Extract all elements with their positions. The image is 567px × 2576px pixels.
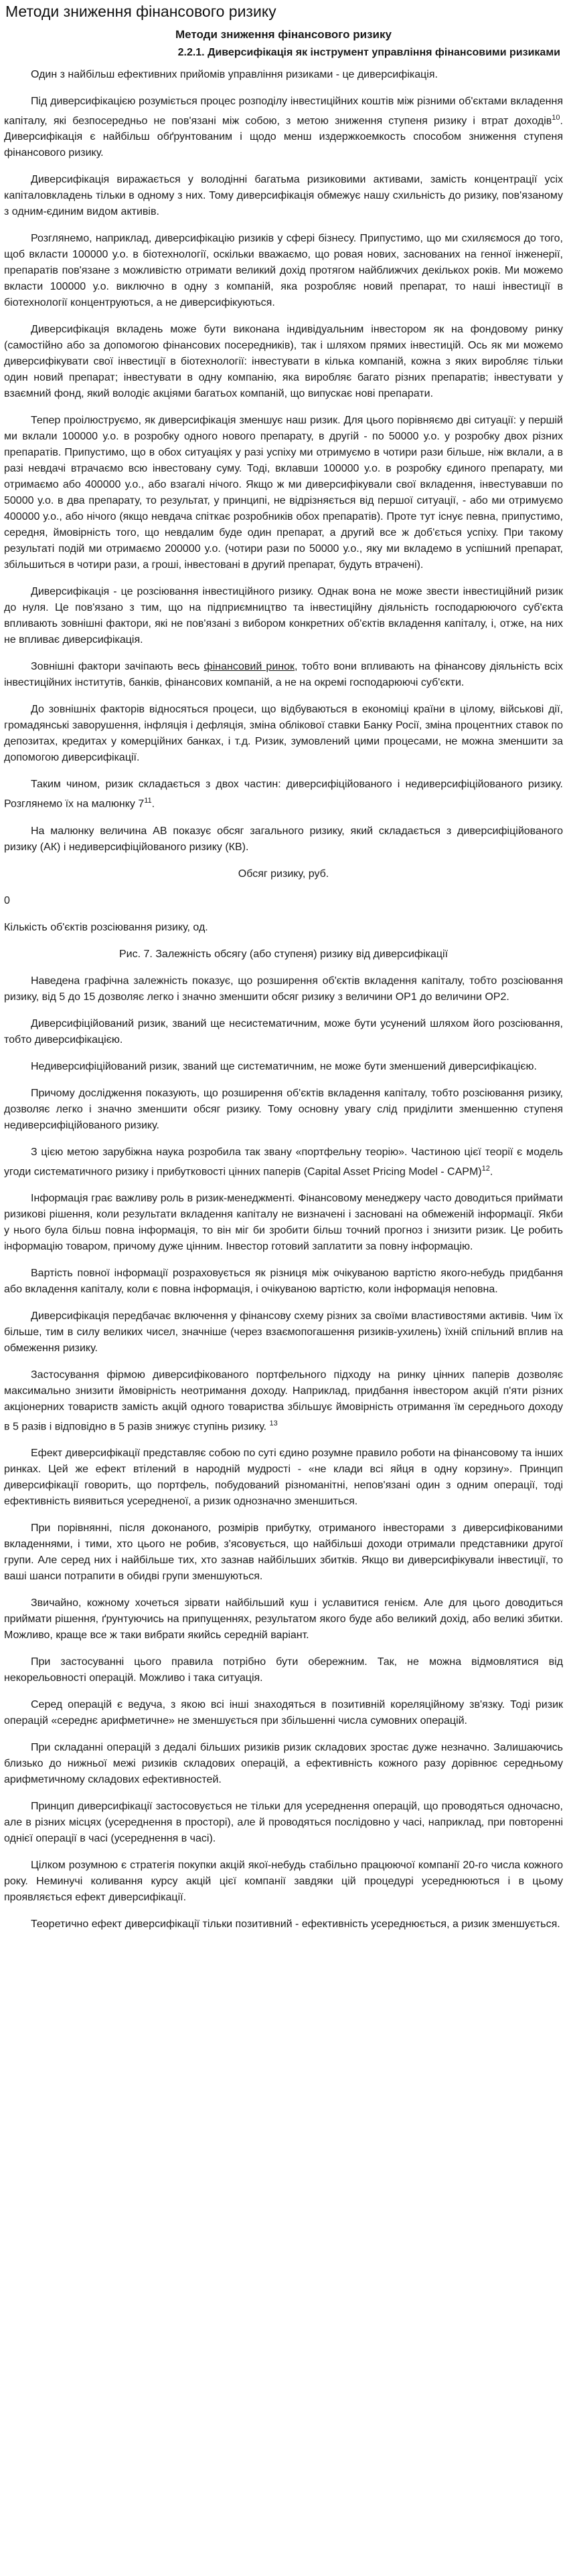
paragraph-8-post: , тобто вони впливають на фінансову діяльність всіх інвестиційних інститутів, банків, фінансових компаній, а не на окремі господарюючі суб'єкти. bbox=[4, 661, 563, 689]
paragraph-22: При порівнянні, після доконаного, розмірів прибутку, отриманого інвесторами з диверсифікованими вкладеннями, і тими, хто цього не робив, з'ясовується, що найбільші доходи отримали представники другої групи. Але серед них і найбільше тих, хто зазнав найбільших збитків. Якщо ви диверсифікували інвестиції, то ваші шанси потрапити в обидві групи зменшуються. bbox=[4, 1522, 563, 1583]
paragraph-21: Ефект диверсифікації представляє собою по суті єдино розумне правило роботи на фінансовому та інших ринках. Цей же ефект втілений в народній мудрості - «не клади всі яйця в одну корзину». Принцип диверсифікації говорить, що портфель, побудований різноманітні, непов'язані один з одним операції, тоді ефективність виявиться усередненої, а ризик однозначно зменшиться. bbox=[4, 1448, 563, 1508]
figure-caption: Рис. 7. Залежність обсягу (або ступеня) ризику від диверсифікації bbox=[118, 948, 449, 960]
paragraph-13: Диверсифіційований ризик, званий ще несистематичним, може бути усунений шляхом його розсіювання, тобто диверсифікацією. bbox=[4, 1017, 563, 1046]
paragraph-12: Наведена графічна залежність показує, що розширення об'єктів вкладення капіталу, тобто розсіювання ризику, від 5 до 15 дозволяє легко і значно зменшити обсяг ризику з величини ОР1 до величини ОР2. bbox=[4, 975, 563, 1003]
paragraph-18: Вартість повної інформації розраховується як різниця між очікуваною вартістю якого-небудь придбання або вкладення капіталу, коли є повна інформація, і очікуваною вартістю, коли інформація неповна. bbox=[4, 1267, 563, 1295]
paragraph-2-tail: . Диверсифікація є найбільш обґрунтованим і щодо менш издержкоемкость способом зниження ступеня фінансового ризику. bbox=[4, 115, 563, 159]
paragraph-9: До зовнішніх факторів відносяться процеси, що відбуваються в економіці країни в цілому, військові дії, громадянські заворушення, інфляція і дефляція, зміна облікової ставки Банку Росії, зміна процентних ставок по депозитах, кредитах у комерційних банках, і т.д. Ризик, зумовлений цими процесами, не можна зменшити за допомогою диверсифікації. bbox=[4, 704, 563, 764]
paragraph-29: Теоретично ефект диверсифікації тільки позитивний - ефективність усереднюється, а ризик зменшується. bbox=[31, 1918, 560, 1930]
section-title: 2.2.1. Диверсифікація як інструмент управління фінансовими ризиками bbox=[177, 47, 560, 58]
paragraph-11: На малюнку величина АВ показує обсяг загального ризику, який складається з диверсифіційованого ризику (АК) і недиверсифіційованого ризику (КВ). bbox=[4, 825, 563, 853]
paragraph-6: Тепер проілюструємо, як диверсифікація зменшує наш ризик. Для цього порівняємо дві ситуації: у першій ми вклали 100000 у.о. в розробку одного нового препарату, в другій - по 50000 у.о. у розробку двох різних препаратів. Припустимо, що в обох ситуаціях у разі успіху ми отримуємо в чотири рази більше, ніж вклали, а в разі невдачі втрачаємо всю інвестовану суму. Тоді, вклавши 100000 у.о. в розробку єдиного препарату, ми отримаємо або 400000 у.о., або взагалі нічого. Якщо ж ми диверсифікували свої вкладення, інвестувавши по 50000 у.о. в два препарату, то результат, у принципі, не відрізняється від першої ситуації, - або ми отримуємо 400000 у.о., або нічого (якщо невдача спіткає розробників обох препаратів). Проте тут існує певна, припустимо, середня, ймовірність того, що невдалим буде один препарат, а другий все ж доб'ється успіху. При такому результаті подій ми отримаємо 200000 у.о. (чотири рази по 50000 у.о., яку ми вкладемо в успішний препарат, збільшиться в чотири рази, а гроші, інвестовані в другий препарат, будуть втрачені). bbox=[4, 415, 563, 571]
page-heading: Методи зниження фінансового ризику bbox=[5, 3, 276, 20]
paragraph-24: При застосуванні цього правила потрібно бути обережним. Так, не можна відмовлятися від некорельовності операцій. Можливо і така ситуація. bbox=[4, 1656, 563, 1684]
paragraph-1: Один з найбільш ефективних прийомів управління ризиками - це диверсифікація. bbox=[31, 69, 438, 80]
footnote-ref-13[interactable]: 13 bbox=[269, 1419, 278, 1427]
paragraph-5: Диверсифікація вкладень може бути виконана індивідуальним інвестором як на фондовому ринку (самостійно або за допомогою фінансових посередників), так і шляхом прямих інвестицій. Ось як ми можемо диверсифікувати свої інвестиції в біотехнології: інвестувати в кілька компаній, кожна з яких виробляє тільки один новий препарат; інвестувати в одну компанію, яка виробляє багато різних препаратів; інвестувати у взаємний фонд, який володіє акціями багатьох компаній, що випускає нові препарати. bbox=[4, 324, 563, 400]
financial-market-link[interactable]: фінансовий ринок bbox=[204, 661, 295, 673]
paragraph-14: Недиверсифіційований ризик, званий ще систематичним, не може бути зменшений диверсифікацією. bbox=[31, 1060, 537, 1072]
paragraph-26: При складанні операцій з дедалі більших ризиків ризик складових зростає дуже незначно. Залишаючись близько до нижньої межі ризиків складових операцій, а ефективність кожного разу дорівнює середньому арифметичному складових ефективностей. bbox=[4, 1742, 563, 1786]
paragraph-2-text: Під диверсифікацією розуміється процес розподілу інвестиційних коштів між різними об'єктами вкладення капіталу, які безпосередньо не пов'язані між собою, з метою зниження ступеня ризику і втрат доходів bbox=[4, 96, 563, 127]
paragraph-10-text: Таким чином, ризик складається з двох частин: диверсифіційованого і недиверсифіційованого ризику. Розглянемо їх на малюнку 7 bbox=[4, 779, 563, 810]
paragraph-2 bbox=[4, 94, 563, 161]
figure-xlabel: Кількість об'єктів розсіювання ризику, од. bbox=[4, 921, 208, 933]
paragraph-25: Серед операцій є ведуча, з якою всі інші знаходяться в позитивній кореляційному зв'язку. Тоді ризик операцій «середнє арифметичне» не зменшується при збільшенні числа сумовних операцій. bbox=[4, 1699, 563, 1727]
figure-ylabel: Обсяг ризику, руб. bbox=[238, 868, 329, 880]
paragraph-17: Інформація грає важливу роль в ризик-менеджменті. Фінансовому менеджеру часто доводиться приймати ризикові рішення, коли результати вкладення капіталу не визначені і засновані на обмеженій інформації. Якби у нього була більш повна інформація, то він міг би зробити більш точний прогноз і знизити ризик. Це робить інформацію товаром, причому дуже цінним. Інвестор готовий заплатити за повну інформацію. bbox=[4, 1192, 563, 1252]
paragraph-3: Диверсифікація виражається у володінні багатьма ризиковими активами, замість концентрації усіх капіталовкладень тільки в одному з них. Тому диверсифікація обмежує нашу схильність до ризику, пов'язаному з одним-єдиним видом активів. bbox=[4, 174, 563, 218]
footnote-ref-12[interactable]: 12 bbox=[481, 1164, 490, 1173]
paragraph-20 bbox=[4, 1367, 563, 1435]
paragraph-8 bbox=[4, 659, 563, 691]
footnote-ref-11[interactable]: 11 bbox=[144, 797, 152, 805]
paragraph-15: Причому дослідження показують, що розширення об'єктів вкладення капіталу, тобто розсіювання ризику, дозволяє легко і значно зменшити обсяг ризику. Тому основну увагу слід приділити зменшенню ступеня недиверсифіційованого ризику. bbox=[4, 1087, 563, 1131]
paragraph-16 bbox=[4, 1145, 563, 1180]
paragraph-16-text: З цією метою зарубіжна наука розробила так звану «портфельну теорію». Частиною цієї теорії є модель угоди систематичного ризику і прибутковості цінних паперів (Capital Asset Pricing Model - CAPM) bbox=[4, 1146, 563, 1177]
paragraph-7: Диверсифікація - це розсіювання інвестиційного ризику. Однак вона не може звести інвестиційний ризик до нуля. Це пов'язано з тим, що на підприємництво та інвестиційну діяльність господарюючого суб'єкта впливають зовнішні фактори, які не пов'язані з вибором конкретних об'єктів вкладення капіталу, і, отже, на них не впливає диверсифікація. bbox=[4, 586, 563, 646]
paragraph-4: Розглянемо, наприклад, диверсифікацію ризиків у сфері бізнесу. Припустимо, що ми схиляємося до того, щоб вкласти 100000 у.о. в біотехнології, оскільки вважаємо, що ровая нових, заснованих на генної інженерії, препаратів пов'язане з можливістю отримати великий дохід протягом найближчих декількох років. Ми можемо вкласти 100000 у.о. виключно в одну з компаній, яка розробляє новий препарат, то наші інвестиції в біотехнології концентруються, а не диверсифікуються. bbox=[4, 233, 563, 309]
paragraph-20-text: Застосування фірмою диверсифікованого портфельного підходу на ринку цінних паперів дозволяє максимально знизити ймовірність неотримання доходу. Наприклад, придбання інвестором акцій п'яти різних акціонерних товариств замість акцій одного товариства збільшує ймовірність отримання їм середнього доходу в 5 разів і відповідно в 5 разів знижує ступінь ризику. bbox=[4, 1369, 563, 1433]
paragraph-19: Диверсифікація передбачає включення у фінансову схему різних за своїми властивостями активів. Чим їх більше, тим в силу великих чисел, значніше (через взаємопогашення ризиків-ухилень) їхній спільний вплив на обмеження ризику. bbox=[4, 1310, 563, 1354]
figure-zero: 0 bbox=[4, 894, 10, 906]
paragraph-23: Звичайно, кожному хочеться зірвати найбільший куш і уславитися генієм. Але для цього доводиться приймати рішення, ґрунтуючись на припущеннях, результатом якого буде або великий дохід, або великі збитки. Можливо, краще все ж таки вибрати якийсь середній варіант. bbox=[4, 1597, 563, 1642]
paragraph-8-pre: Зовнішні фактори зачіпають весь bbox=[31, 661, 204, 673]
document-title: Методи зниження фінансового ризику bbox=[175, 28, 392, 41]
paragraph-10-tail: . bbox=[151, 798, 155, 810]
paragraph-10 bbox=[4, 777, 563, 812]
paragraph-16-tail: . bbox=[489, 1165, 493, 1177]
footnote-ref-10[interactable]: 10 bbox=[552, 114, 560, 122]
paragraph-28: Цілком розумною є стратегія покупки акцій якої-небудь стабільно працюючої компанії 20-го числа кожного року. Неминучі коливання курсу акцій цієї компанії завдяки цій процедурі усереднюються і в цьому проявляється ефект диверсифікації. bbox=[4, 1860, 563, 1904]
paragraph-27: Принцип диверсифікації застосовується не тільки для усереднення операцій, що проводяться одночасно, але в різних місцях (усереднення в просторі), але й проводяться послідовно у часі, наприклад, при повторенні однієї операції в часі (усереднення в часі). bbox=[4, 1801, 563, 1845]
